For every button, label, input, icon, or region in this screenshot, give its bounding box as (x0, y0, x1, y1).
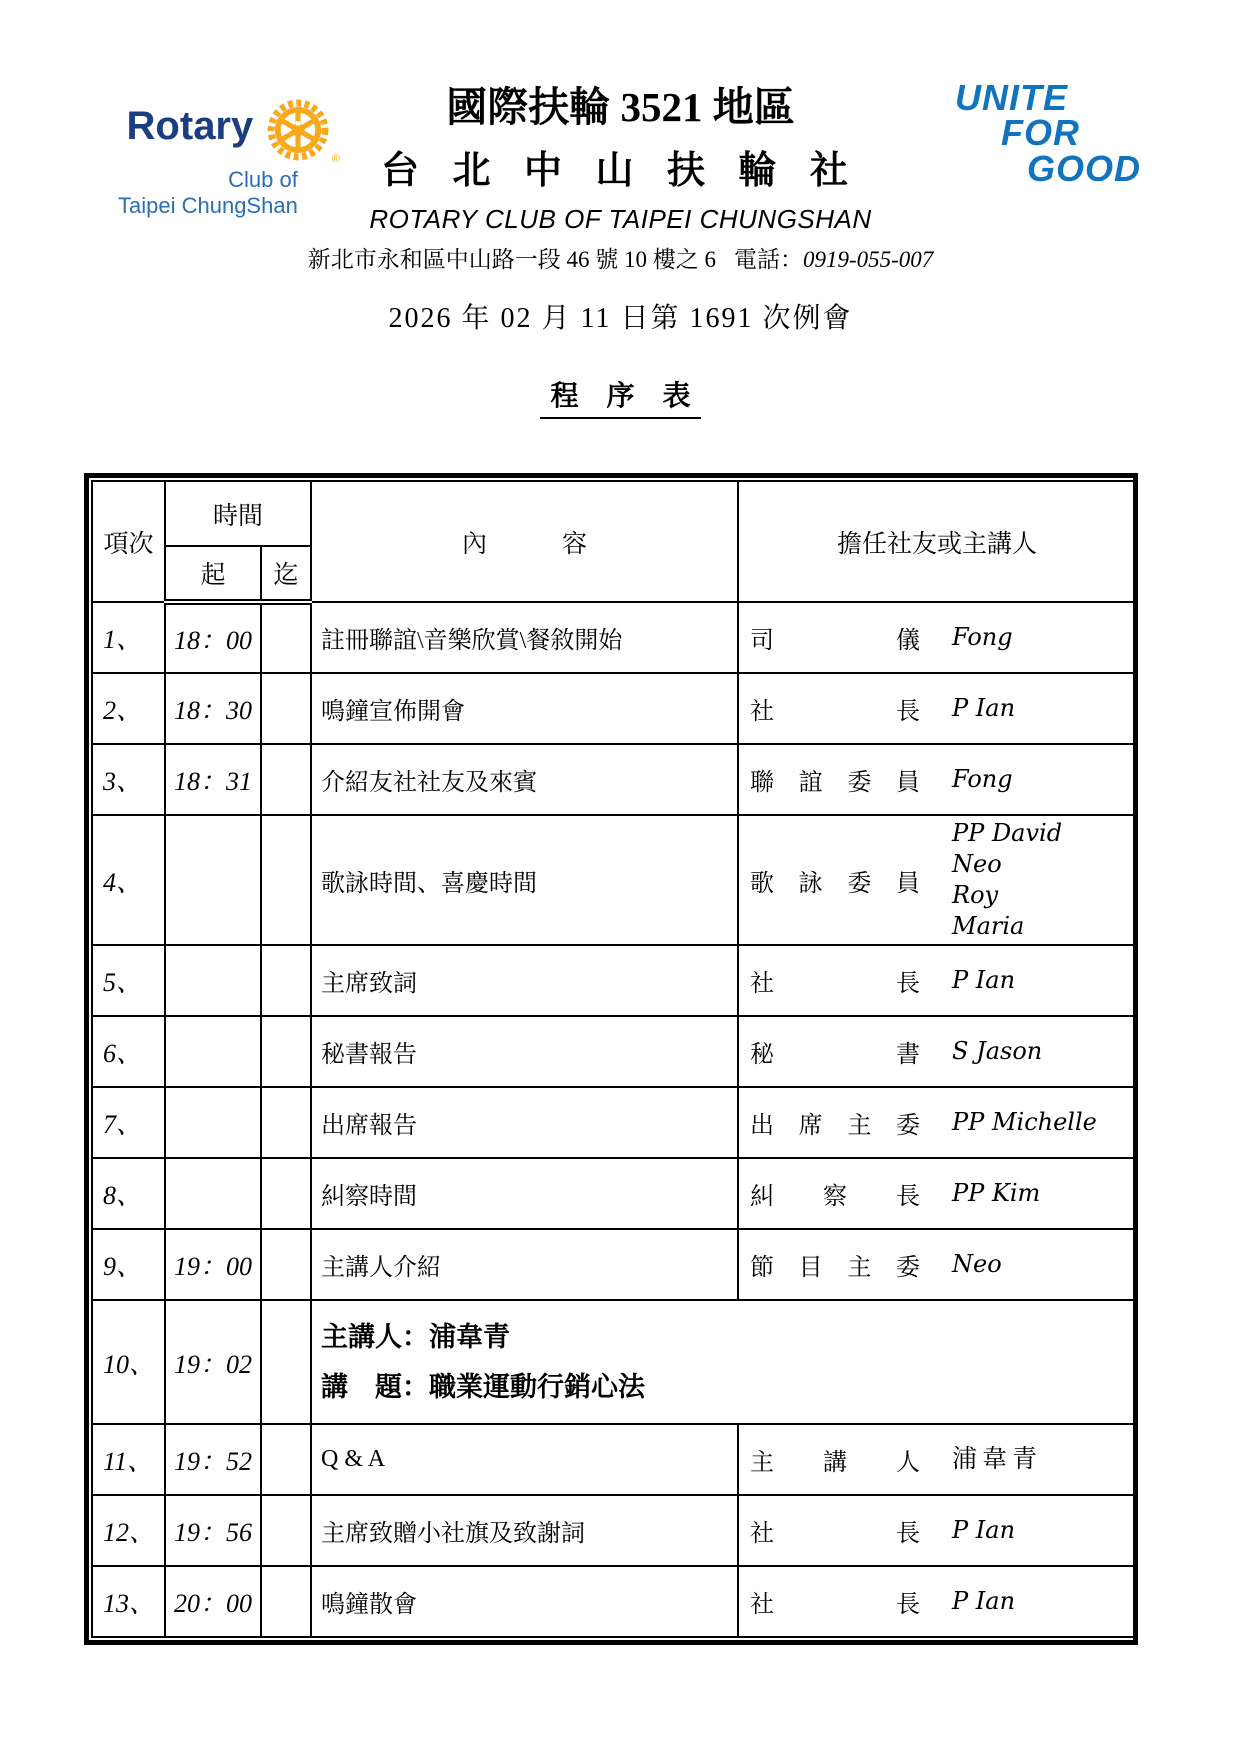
item-no: 6、 (103, 1039, 143, 1069)
content-text: 主席致詞 (321, 971, 418, 998)
table-row-4 (92, 815, 1136, 945)
time-from-cell (165, 1229, 261, 1300)
host-cell (738, 1158, 1136, 1229)
program-table-frame (84, 473, 1138, 1645)
speaker-line: 主講人：浦韋青 (321, 1322, 511, 1353)
table-row-10 (92, 1300, 1136, 1424)
time-to-cell (261, 1424, 311, 1495)
role-label: 社長 (750, 1592, 921, 1619)
table-row-9 (92, 1229, 1136, 1300)
content-cell (311, 1016, 738, 1087)
content-cell (311, 1495, 738, 1566)
time-from: 20：00 (174, 1589, 253, 1619)
item-no-cell (92, 1158, 165, 1229)
member-name: Fong (952, 765, 1013, 794)
time-from-cell (165, 1158, 261, 1229)
role-label: 社長 (750, 699, 921, 726)
time-to-cell (261, 1300, 311, 1424)
document-header (0, 0, 1241, 419)
content-cell (311, 1424, 738, 1495)
role-label: 歌詠委員 (750, 870, 921, 897)
rotary-wheel-icon (261, 98, 340, 167)
content-cell (311, 673, 738, 744)
rotary-wheel-graphic (266, 98, 330, 162)
role-label: 司儀 (750, 628, 921, 655)
time-from-cell (165, 602, 261, 673)
content-text: 歌詠時間、喜慶時間 (321, 870, 538, 897)
member-name: Maria (952, 912, 1025, 941)
content-text: Q & A (321, 1446, 386, 1473)
content-text: 主席致贈小社旗及致謝詞 (321, 1521, 586, 1548)
phone-label: 電話： (733, 247, 803, 273)
host-cell (738, 815, 1136, 945)
role-label: 秘書 (750, 1042, 921, 1069)
content-text: 出席報告 (321, 1113, 418, 1140)
role-label: 聯誼委員 (750, 770, 921, 797)
time-from: 18：30 (174, 696, 253, 726)
time-to-cell (261, 815, 311, 945)
district-title: 國際扶輪 3521 地區 (446, 84, 795, 130)
host-cell (738, 744, 1136, 815)
table-row-2 (92, 673, 1136, 744)
time-to-cell (261, 1016, 311, 1087)
club-name-zh: 台 北 中 山 扶 輪 社 (380, 150, 860, 193)
content-cell (311, 744, 738, 815)
unite-line-3: GOOD (1027, 147, 1142, 189)
table-row-6 (92, 1016, 1136, 1087)
host-cell (738, 1229, 1136, 1300)
host-cell (738, 673, 1136, 744)
item-no: 2、 (103, 696, 143, 726)
host-cell (738, 1087, 1136, 1158)
member-name: P Ian (952, 1516, 1016, 1545)
table-row-11 (92, 1424, 1136, 1495)
item-no-cell (92, 945, 165, 1016)
phone-number: 0919-055-007 (802, 247, 934, 273)
time-to-cell (261, 602, 311, 673)
member-name: P Ian (952, 694, 1016, 723)
item-no: 12、 (103, 1518, 156, 1548)
content-cell (311, 602, 738, 673)
member-name: P Ian (952, 1587, 1016, 1616)
table-row-7 (92, 1087, 1136, 1158)
time-to-cell (261, 1229, 311, 1300)
table-row-1 (92, 602, 1136, 673)
item-no: 8、 (103, 1181, 143, 1211)
header-time: 時間 (165, 481, 311, 546)
table-row-12 (92, 1495, 1136, 1566)
time-to-cell (261, 1158, 311, 1229)
content-cell (311, 815, 738, 945)
member-name: Fong (952, 623, 1013, 652)
time-from-cell (165, 1495, 261, 1566)
member-name: P Ian (952, 966, 1016, 995)
role-label: 節目主委 (750, 1255, 921, 1282)
table-row-8 (92, 1158, 1136, 1229)
content-text: 糾察時間 (321, 1184, 418, 1211)
item-no-cell (92, 1229, 165, 1300)
item-no: 4、 (103, 867, 143, 897)
time-from-cell (165, 1300, 261, 1424)
host-cell (738, 1016, 1136, 1087)
unite-line-1: UNITE (955, 77, 1068, 118)
host-cell (738, 1424, 1136, 1495)
header-to: 迄 (261, 546, 311, 602)
item-no: 11、 (103, 1447, 154, 1477)
item-no: 3、 (103, 767, 143, 797)
role-label: 糾察長 (750, 1184, 921, 1211)
topic-line: 講 題：職業運動行銷心法 (321, 1372, 646, 1403)
item-no-cell (92, 1495, 165, 1566)
time-to-cell (261, 1495, 311, 1566)
rotary-logo (118, 98, 340, 220)
item-no: 10、 (103, 1349, 156, 1379)
program-table-title: 程 序 表 (540, 374, 700, 419)
time-from-cell (165, 1087, 261, 1158)
host-cell (738, 1566, 1136, 1637)
table-row-5 (92, 945, 1136, 1016)
time-from-cell (165, 1424, 261, 1495)
unite-for-good-logo (955, 77, 1142, 189)
item-no-cell (92, 744, 165, 815)
time-from: 19：52 (174, 1447, 253, 1477)
unite-line-2: FOR (1001, 112, 1080, 154)
member-name: PP Michelle (952, 1108, 1097, 1137)
host-cell (738, 602, 1136, 673)
item-no: 5、 (103, 968, 143, 998)
time-from: 19：02 (174, 1349, 253, 1379)
role-label: 主講人 (750, 1450, 921, 1477)
time-from: 18：31 (174, 767, 253, 797)
content-text: 秘書報告 (321, 1042, 418, 1069)
item-no-cell (92, 1300, 165, 1424)
content-cell (311, 1158, 738, 1229)
member-name: Neo (952, 1250, 1002, 1279)
logo-club-of: Club of (228, 167, 298, 192)
role-label: 出席主委 (750, 1113, 921, 1140)
club-name-en: ROTARY CLUB OF TAIPEI CHUNGSHAN (369, 204, 872, 235)
time-from-cell (165, 1016, 261, 1087)
club-address-line (0, 241, 1241, 274)
meeting-info: 2026 年 02 月 11 日第 1691 次例會 (388, 303, 853, 335)
table-row-3 (92, 744, 1136, 815)
item-no: 13、 (103, 1589, 156, 1619)
item-no-cell (92, 602, 165, 673)
item-no-cell (92, 673, 165, 744)
rotary-wordmark: Rotary (126, 104, 254, 148)
time-to-cell (261, 1087, 311, 1158)
host-cell (738, 1495, 1136, 1566)
content-text: 主講人介紹 (321, 1255, 442, 1282)
member-name: PP David (952, 819, 1063, 848)
item-no-cell (92, 1016, 165, 1087)
item-no: 1、 (103, 625, 143, 655)
content-cell (311, 1087, 738, 1158)
item-no-cell (92, 1566, 165, 1637)
content-cell (311, 1229, 738, 1300)
table-row-13 (92, 1566, 1136, 1637)
member-name: Neo (952, 850, 1002, 879)
member-name: S Jason (952, 1037, 1043, 1066)
time-from: 19：56 (174, 1518, 253, 1548)
time-from: 18：00 (174, 626, 253, 656)
item-no-cell (92, 815, 165, 945)
time-to-cell (261, 1566, 311, 1637)
header-item: 項次 (92, 481, 165, 602)
program-table (91, 480, 1137, 1638)
header-host: 擔任社友或主講人 (738, 481, 1136, 602)
header-from: 起 (165, 546, 261, 602)
item-no-cell (92, 1087, 165, 1158)
time-from-cell (165, 673, 261, 744)
speaker-topic-cell (311, 1300, 1136, 1424)
club-address: 新北市永和區中山路一段 46 號 10 樓之 6 (307, 247, 716, 273)
time-from-cell (165, 1566, 261, 1637)
role-label: 社長 (750, 1521, 921, 1548)
member-name: Roy (952, 881, 999, 910)
role-label: 社長 (750, 971, 921, 998)
content-text: 鳴鐘宣佈開會 (321, 699, 466, 726)
host-cell (738, 945, 1136, 1016)
content-text: 鳴鐘散會 (321, 1592, 418, 1619)
time-to-cell (261, 673, 311, 744)
time-from-cell (165, 945, 261, 1016)
time-from-cell (165, 744, 261, 815)
table-header-row-1 (92, 481, 1136, 546)
logo-club-name: Taipei ChungShan (118, 193, 298, 219)
header-content: 內 容 (311, 481, 738, 602)
time-to-cell (261, 945, 311, 1016)
item-no-cell (92, 1424, 165, 1495)
member-name: 浦韋青 (952, 1446, 1043, 1474)
content-cell (311, 1566, 738, 1637)
item-no: 7、 (103, 1110, 143, 1140)
content-cell (311, 945, 738, 1016)
content-text: 介紹友社社友及來賓 (321, 770, 538, 797)
time-to-cell (261, 744, 311, 815)
content-text: 註冊聯誼\音樂欣賞\餐敘開始 (321, 628, 623, 655)
item-no: 9、 (103, 1252, 143, 1282)
time-from: 19：00 (174, 1252, 253, 1282)
member-name: PP Kim (952, 1179, 1041, 1208)
registered-trademark: ® (331, 153, 340, 165)
time-from-cell (165, 815, 261, 945)
